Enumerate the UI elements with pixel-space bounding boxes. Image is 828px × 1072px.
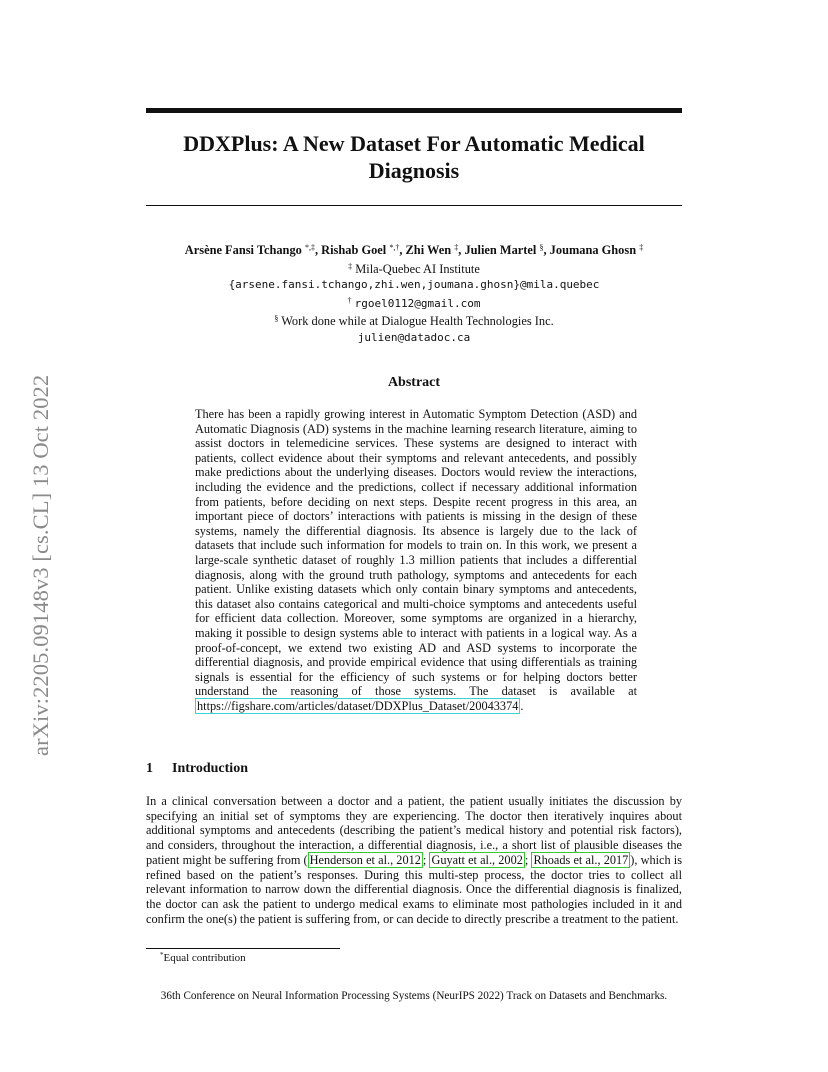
affiliation-2-mark: †: [347, 295, 352, 305]
citation-link[interactable]: Guyatt et al., 2002: [431, 852, 523, 867]
citation-link[interactable]: Henderson et al., 2012: [309, 852, 421, 867]
affiliation-3-name: Work done while at Dialogue Health Technologies Inc.: [281, 314, 554, 328]
arxiv-side-identifier: arXiv:2205.09148v3 [cs.CL] 13 Oct 2022: [28, 374, 53, 756]
author-2-marks: *,†: [389, 243, 400, 252]
author-separator: ,: [458, 243, 465, 257]
title-bottom-rule: [146, 205, 682, 206]
section-heading: [146, 761, 682, 777]
section-number: 1: [146, 761, 153, 776]
paper-title: [146, 130, 682, 184]
affiliation-1-name: Mila-Quebec AI Institute: [355, 261, 480, 276]
affiliation-1: [146, 259, 682, 278]
section-title: Introduction: [172, 761, 248, 776]
citation-year: 2017: [603, 852, 629, 867]
footnote-mark: *: [160, 951, 164, 959]
title-line-1: DDXPlus: A New Dataset For Automatic Medical: [183, 131, 645, 156]
author-separator: ,: [543, 243, 550, 257]
citation-author: Henderson et al.: [309, 852, 391, 867]
affiliation-1-email: {arsene.fansi.tchango,zhi.wen,joumana.ghosn}@mila.quebec: [228, 278, 600, 291]
citation-author: Guyatt et al.: [431, 852, 493, 867]
introduction-paragraph: In a clinical conversation between a doctor and a patient, the patient usually initiates the discussion by specifying an initial set of symptoms they are experiencing. The doctor then iteratively inquires about additional symptoms and antecedents (describing the patient’s medical history and potential risk factors), and considers, throughout the interaction, a differential diagnosis, i.e., a short list of plausible diseases the patient might be suffering from ( Henderson et al., 2012 ; Guyatt et al., 2002 ; Rhoads et al., 2017 ), which is refined based on the patient’s responses. During this multi-step process, the doctor tries to collect all relevant information to narrow down the differential diagnosis. Once the differential diagnosis is finalized, the doctor can ask the patient to undergo medical exams to eliminate most pathologies included in it and confirm the one(s) the patient is suffering from, or can decide to directly prescribe a treatment to the patient.: [146, 794, 682, 926]
author-4-marks: §: [539, 243, 544, 252]
footnote-text: Equal contribution: [163, 952, 246, 964]
author-separator: ,: [314, 243, 322, 257]
author-5: Joumana Ghosn: [549, 243, 637, 257]
abstract-body: [195, 407, 637, 713]
abstract-heading: Abstract: [387, 375, 441, 390]
footnote: [160, 951, 246, 964]
abstract-text: There has been a rapidly growing interest in Automatic Symptom Detection (ASD) and Automatic Diagnosis (AD) systems in the machine learning research literature, aiming to assist doctors in telemedicine services. These systems are designed to interact with patients, collect evidence about their symptoms and relevant antecedents, and possibly make predictions about the underlying diseases. Doctors would review the interactions, including the evidence and the predictions, collect if necessary additional information from patients, before deciding on next steps. Despite recent progress in this area, an important piece of doctors’ interactions with patients is missing in the design of these systems, namely the differential diagnosis. Its absence is largely due to the lack of datasets that include such information for models to train on. In this work, we present a large-scale synthetic dataset of roughly 1.3 million patients that includes a differential diagnosis, along with the ground truth pathology, symptoms and antecedents for each patient. Unlike existing datasets which only contain binary symptoms and antecedents, this dataset also contains categorical and multi-choice symptoms and antecedents useful for efficient data collection. Moreover, some symptoms are organized in a hierarchy, making it possible to design systems able to interact with patients in a logical way. As a proof-of-concept, we extend two existing AD and ASD systems to incorporate the differential diagnosis, and provide empirical evidence that using differentials as training signals is essential for the efficiency of such systems or for helping doctors better understand the reasoning of those systems. The dataset is available at: [195, 407, 637, 699]
affiliation-3: [146, 311, 682, 330]
affiliation-2: [146, 293, 682, 312]
author-3-marks: ‡: [454, 243, 459, 252]
abstract-end: .: [520, 698, 524, 713]
footnote-rule: [146, 948, 340, 949]
title-line-2: Diagnosis: [368, 158, 460, 183]
author-1-marks: *,‡: [304, 243, 315, 252]
intro-text-b: ), which is refined based on the patient’s responses. During this multi-step process, the doctor tries to collect all relevant information to narrow down the differential diagnosis. Once the differential diagnosis is finalized, the doctor can ask the patient to undergo medical exams to eliminate most pathologies included in it and confirm the one(s) the patient is suffering from, or can decide to directly prescribe a treatment to the patient.: [146, 852, 682, 926]
author-1: Arsène Fansi Tchango: [184, 243, 302, 257]
author-2: Rishab Goel: [321, 243, 387, 257]
author-separator: ,: [399, 243, 406, 257]
citation-year: 2012: [396, 852, 421, 867]
affiliation-2-email: rgoel0112@gmail.com: [354, 296, 481, 310]
citation-link[interactable]: Rhoads et al., 2017: [533, 852, 629, 867]
affiliation-3-mark: §: [274, 314, 279, 323]
citation-author: Rhoads et al.: [533, 852, 598, 867]
affiliation-1-mark: ‡: [348, 261, 353, 271]
author-5-marks: ‡: [639, 243, 644, 252]
author-4: Julien Martel: [464, 243, 537, 257]
author-block: [146, 240, 682, 345]
title-top-rule: [146, 108, 682, 113]
author-names: [146, 240, 682, 259]
citation-year: 2002: [498, 852, 523, 867]
affiliation-3-email: julien@datadoc.ca: [357, 330, 471, 344]
intro-text-a: In a clinical conversation between a doctor and a patient, the patient usually initiates the discussion by specifying an initial set of symptoms they are experiencing. The doctor then iteratively inquires about additional symptoms and antecedents (describing the patient’s medical history and potential risk factors), and considers, throughout the interaction, a differential diagnosis, i.e., a short list of plausible diseases the patient might be suffering from (: [146, 794, 682, 867]
author-3: Zhi Wen: [405, 243, 452, 257]
conference-footer: 36th Conference on Neural Information Processing Systems (NeurIPS 2022) Track on Datasets and Benchmarks.: [160, 990, 668, 1002]
dataset-link[interactable]: https://figshare.com/articles/dataset/DDXPlus_Dataset/20043374: [197, 698, 519, 713]
